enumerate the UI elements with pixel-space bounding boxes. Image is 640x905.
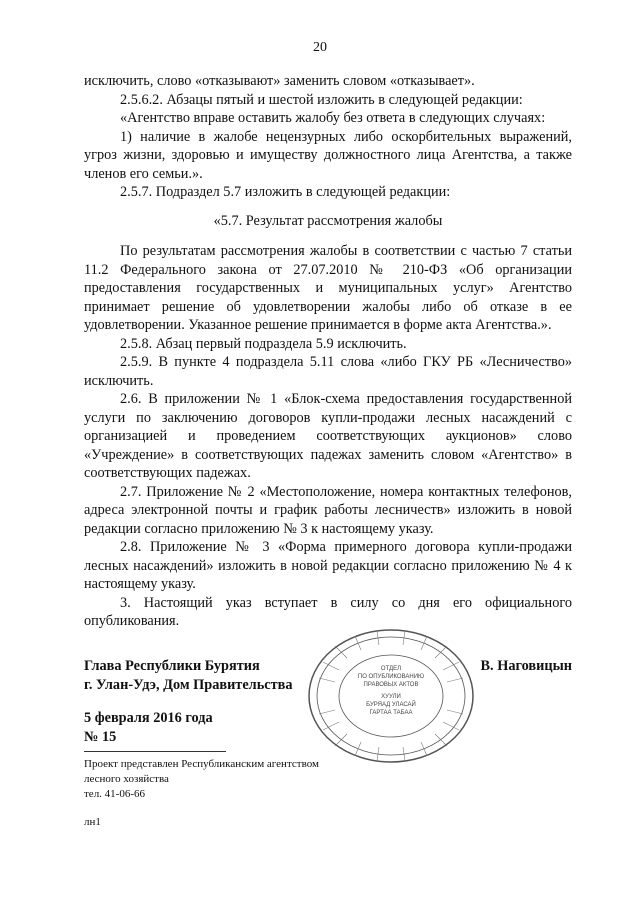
seal-text-line: ПО ОПУБЛИКОВАНИЮ (357, 674, 425, 680)
footnote-divider (84, 751, 226, 752)
signer-name: В. Наговицын (480, 658, 572, 674)
seal-text-line: ГАРТАА ТАБАА (369, 710, 413, 716)
body-paragraph: 2.7. Приложение № 2 «Местоположение, номера контактных телефонов, адреса электронной почты и график работы лесничеств» изложить в новой редакции согласно приложению № 3 к настоящему указу. (84, 483, 572, 537)
seal-text-line: БУРЯАД УЛАСАЙ (366, 702, 416, 708)
footnote-line: Проект представлен Республиканским агентством (84, 758, 319, 770)
footnote-line: тел. 41-06-66 (84, 788, 146, 800)
footnote (84, 757, 319, 802)
body-paragraph: По результатам рассмотрения жалобы в соответствии с частью 7 статьи 11.2 Федерального закона от 27.07.2010 № 210-ФЗ «Об организации предоставления государственных и муниципальных услуг» Агентство принимает решение об удовлетворении жалобы либо об отказе в ее удовлетворении. Указанное решение принимается в форме акта Агентства.». (84, 243, 572, 333)
section-heading: «5.7. Результат рассмотрения жалобы (213, 212, 443, 229)
decree-number: № 15 (84, 728, 117, 745)
signing-location: г. Улан-Удэ, Дом Правительства (84, 676, 293, 693)
body-paragraph: 2.5.8. Абзац первый подраздела 5.9 исключить. (120, 335, 407, 352)
page-number: 20 (313, 40, 327, 55)
seal-text-line: ХУУЛИ (381, 694, 401, 700)
body-paragraph: 1) наличие в жалобе нецензурных либо оскорбительных выражений, угроз жизни, здоровью и имуществу должностного лица Агентства, а также членов его семьи.». (84, 128, 572, 182)
body-paragraph: 3. Настоящий указ вступает в силу со дня его официального опубликования. (84, 594, 572, 629)
body-paragraph: «Агентство вправе оставить жалобу без ответа в следующих случаях: (120, 110, 546, 126)
official-seal (305, 626, 477, 766)
seal-text-line: ОТДЕЛ (380, 666, 402, 672)
decree-date-block (84, 709, 213, 746)
decree-date: 5 февраля 2016 года (84, 710, 213, 726)
body-paragraph: исключить, слово «отказывают» заменить словом «отказывает». (84, 73, 475, 89)
body-paragraph: 2.5.9. В пункте 4 подраздела 5.11 слова «либо ГКУ РБ «Лесничество» исключить. (84, 354, 572, 389)
body-paragraph: 2.8. Приложение № 3 «Форма примерного договора купли-продажи лесных насаждений» изложить в новой редакции согласно приложению № 4 к настоящему указу. (84, 539, 572, 592)
body-paragraph: 2.5.6.2. Абзацы пятый и шестой изложить в следующей редакции: (120, 91, 523, 108)
body-paragraph: 2.5.7. Подраздел 5.7 изложить в следующей редакции: (120, 184, 451, 200)
seal-text-line: ПРАВОВЫХ АКТОВ (363, 682, 419, 688)
footnote-line: лесного хозяйства (84, 773, 169, 785)
body-paragraph: 2.6. В приложении № 1 «Блок-схема предоставления государственной услуги по заключению договоров купли-продажи лесных насаждений с организацией и проведением соответствующих аукционов» слово «Учреждение» в соответствующих падежах заменить словом «Агентство» в соответствующих падежах. (84, 391, 572, 481)
signature-position (84, 657, 293, 694)
signer-title: Глава Республики Бурятия (84, 658, 260, 674)
typist-initials: лн1 (84, 816, 101, 828)
document-body (84, 72, 572, 631)
